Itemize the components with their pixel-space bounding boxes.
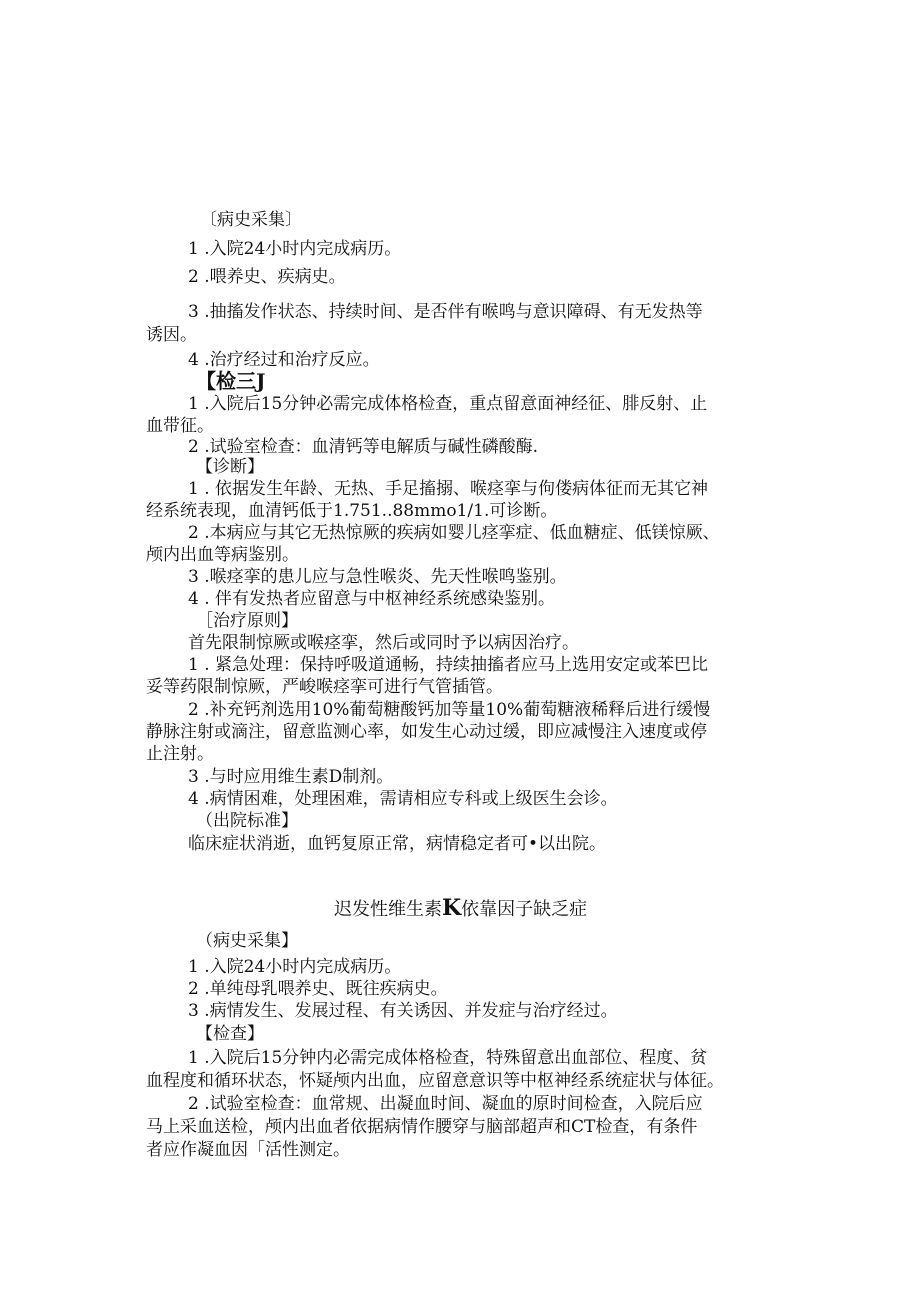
exam2-item-2-cont2: 者应作凝血因「活性测定。	[146, 1140, 350, 1160]
treatment-item-2-cont: 静脉注射或滴注，留意监测心率，如发生心动过缓，即应减慢注入速度或停	[146, 722, 707, 742]
exam2-item-1-cont: 血程度和循环状态，怀疑颅内出血，应留意意识等中枢神经系统症状与体征。	[146, 1071, 724, 1091]
treatment-item-1-cont: 妥等药限制惊厥，严峻喉痉挛可进行气管插管。	[146, 677, 503, 697]
diagnosis-item-1-cont: 经系统表现，血清钙低于1.751..88mmo1/1.可诊断。	[146, 501, 558, 521]
history-heading-2: （病史采集】	[196, 931, 298, 951]
history-item-1: 1 .入院24小时内完成病历。	[188, 239, 402, 259]
history2-item-2: 2 .单纯母乳喂养史、既往疾病史。	[188, 979, 448, 999]
exam-item-1: 1 .入院后15分钟必需完成体格检查，重点留意面神经征、腓反射、止	[188, 394, 708, 414]
section-title-k: K	[442, 895, 462, 921]
diagnosis-item-2-cont: 颅内出血等病鉴别。	[146, 545, 299, 565]
history2-item-1: 1 .入院24小时内完成病历。	[188, 957, 402, 977]
discharge-heading: （出院标准】	[196, 811, 298, 831]
history-item-2: 2 .喂养史、疾病史。	[188, 267, 346, 287]
exam-heading-2: 【检查】	[196, 1024, 264, 1044]
section-title-pre: 迟发性维生素	[334, 899, 442, 920]
discharge-text: 临床症状消逝，血钙复原正常，病情稳定者可•以出院。	[188, 834, 607, 854]
treatment-item-3: 3 .与时应用维生素D制剂。	[188, 767, 394, 787]
treatment-item-2-cont2: 止注射。	[146, 744, 214, 764]
exam-item-1-cont: 血带征。	[146, 416, 214, 436]
history2-item-3: 3 .病情发生、发展过程、有关诱因、并发症与治疗经过。	[188, 1001, 618, 1021]
exam2-item-2-cont: 马上采血送检，颅内出血者依据病情作腰穿与脑部超声和CT检查，有条件	[146, 1117, 698, 1137]
diagnosis-heading: 【诊断】	[196, 457, 264, 477]
treatment-item-2: 2 .补充钙剂选用10%葡萄糖酸钙加等量10%葡萄糖液稀释后进行缓慢	[188, 700, 711, 720]
section-title-post: 依靠因子缺乏症	[461, 899, 588, 920]
exam-heading: 【检三J	[196, 369, 266, 393]
treatment-item-4: 4 .病情困难，处理困难，需请相应专科或上级医生会诊。	[188, 789, 618, 809]
diagnosis-item-3: 3 .喉痉挛的患儿应与急性喉炎、先天性喉鸣鉴别。	[188, 567, 567, 587]
treatment-heading: ［治疗原则】	[196, 611, 298, 631]
history-item-4: 4 .治疗经过和治疗反应。	[188, 350, 380, 370]
exam2-item-2: 2 .试验室检查：血常规、出凝血时间、凝血的原时间检查，入院后应	[188, 1094, 703, 1114]
diagnosis-item-1: 1 . 依据发生年龄、无热、手足搐搦、喉痉挛与佝偻病体征而无其它神	[188, 479, 709, 499]
section-title	[334, 897, 587, 921]
history-item-3-cont: 诱因。	[146, 325, 197, 345]
diagnosis-item-4: 4 . 伴有发热者应留意与中枢神经系统感染鉴别。	[188, 589, 556, 609]
exam2-item-1: 1 .入院后15分钟内必需完成体格检查，特殊留意出血部位、程度、贫	[188, 1048, 708, 1068]
history-item-3: 3 .抽搐发作状态、持续时间、是否伴有喉鸣与意识障碍、有无发热等	[188, 302, 703, 322]
exam-item-2: 2 .试验室检查：血清钙等电解质与碱性磷酸酶.	[188, 437, 539, 457]
treatment-item-1: 1 . 紧急处理：保持呼吸道通畅，持续抽搐者应马上选用安定或苯巴比	[188, 655, 709, 675]
treatment-intro: 首先限制惊厥或喉痉挛，然后或同时予以病因治疗。	[188, 633, 579, 653]
diagnosis-item-2: 2 .本病应与其它无热惊厥的疾病如婴儿痉挛症、低血糖症、低镁惊厥、	[188, 523, 720, 543]
history-heading: 〔病史采集〕	[200, 210, 302, 230]
